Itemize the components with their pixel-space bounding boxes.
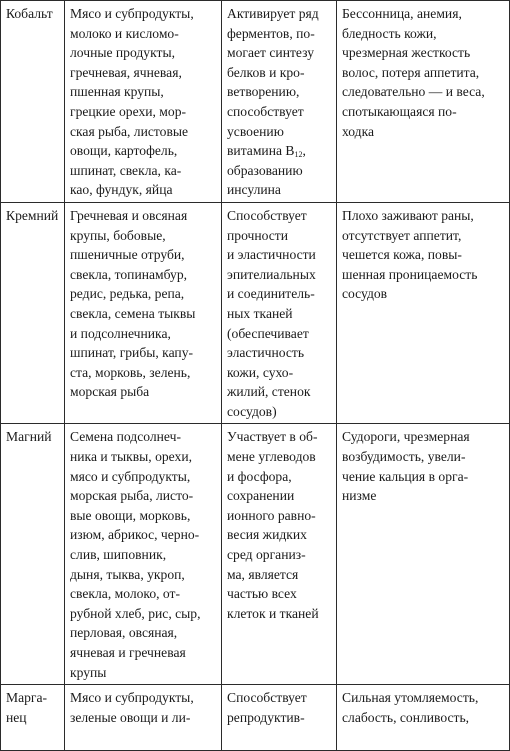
role-text: Активирует ряд ферментов, по- могает синтезу белков и кро- ветворению, способствует усвоению витамина В — [227, 6, 319, 159]
table-row-cobalt — [1, 1, 510, 203]
biological-role-cell: Участвует в об- мене углеводов и фосфора, сохранении ионного равно- весия жидких сред организ- ма, является частью всех клеток и тканей — [222, 424, 337, 685]
table-row-magnesium — [1, 424, 510, 685]
food-sources-cell: Мясо и субпродукты, молоко и кисломо- лочные продукты, гречневая, ячневая, пшенная крупы, грецкие орехи, мор- ская рыба, листовые овощи, картофель, шпинат, свекла, ка- као, фундук, яйца — [65, 1, 222, 203]
biological-role-cell — [222, 1, 337, 203]
element-name-cell: Магний — [1, 424, 65, 685]
deficiency-symptoms-cell: Плохо заживают раны, отсутствует аппетит, чешется кожа, повы- шенная проницаемость сосудов — [337, 202, 510, 424]
role-subscript: 12 — [294, 150, 303, 160]
deficiency-symptoms-cell: Сильная утомляемость, слабость, сонливость, — [337, 685, 510, 751]
deficiency-symptoms-cell: Судороги, чрезмерная возбудимость, увели- чение кальция в орга- низме — [337, 424, 510, 685]
food-sources-cell: Гречневая и овсяная крупы, бобовые, пшеничные отруби, свекла, топинамбур, редис, редька, репа, свекла, семена тыквы и подсолнечника, шпинат, грибы, капу- ста, морковь, зелень, морская рыба — [65, 202, 222, 424]
role-text-continued: , образованию инсулина — [227, 143, 306, 198]
element-name-cell: Марга- нец — [1, 685, 65, 751]
food-sources-cell: Семена подсолнеч- ника и тыквы, орехи, мясо и субпродукты, морская рыба, листо- вые овощи, морковь, изюм, абрикос, черно- слив, шиповник, дыня, тыква, укроп, свекла, молоко, от- рубной хлеб, рис, сыр, перловая, овсяная, ячневая и гречневая крупы — [65, 424, 222, 685]
element-name-cell: Кремний — [1, 202, 65, 424]
biological-role-cell: Способствует репродуктив- — [222, 685, 337, 751]
element-name-cell: Кобальт — [1, 1, 65, 203]
table-row-manganese — [1, 685, 510, 751]
food-sources-cell: Мясо и субпродукты, зеленые овощи и ли- — [65, 685, 222, 751]
table-row-silicon — [1, 202, 510, 424]
deficiency-symptoms-cell: Бессонница, анемия, бледность кожи, чрезмерная жесткость волос, потеря аппетита, следовательно — и веса, спотыкающаяся по- ходка — [337, 1, 510, 203]
biological-role-cell: Способствует прочности и эластичности эпителиальных и соединитель- ных тканей (обеспечивает эластичность кожи, сухо- жилий, стенок сосудов) — [222, 202, 337, 424]
